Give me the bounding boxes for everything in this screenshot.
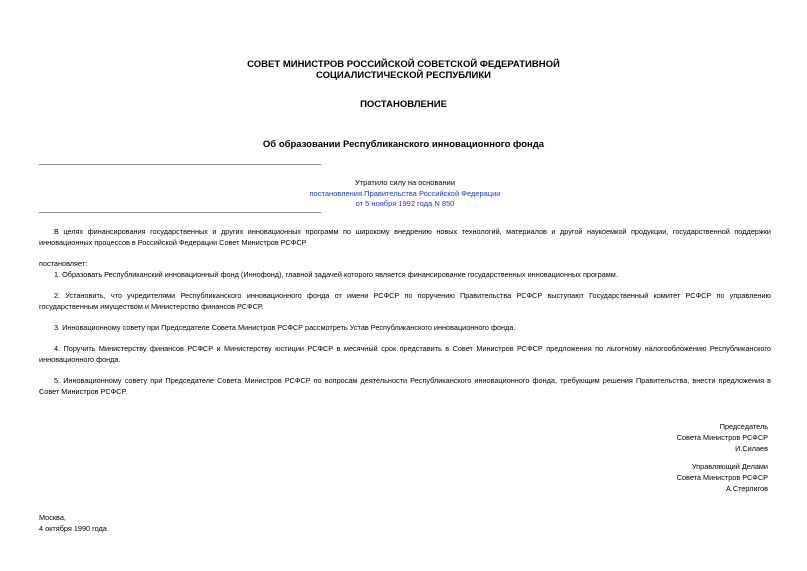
item-4-paragraph: 4. Поручить Министерству финансов РСФСР и Министерству юстиции РСФСР в месячный срок представить в Совет Министров РСФСР предложения по льготному налогообложению Республиканского инновационного фонда. — [39, 344, 771, 364]
item-3-paragraph: 3. Инновационному совету при Председателе Совета Министров РСФСР рассмотреть Устав Республиканского инновационного фонда. — [54, 323, 516, 332]
item-5-paragraph: 5. Инновационному совету при Председателе Совета Министров РСФСР по вопросам деятельности Республиканского инновационного фонда, требующим решения Правительства, внести предложения в Совет Министров РСФСР. — [39, 376, 771, 396]
manager-title-line-2: Совета Министров РСФСР — [676, 473, 768, 482]
document-body — [39, 226, 771, 397]
bottom-divider — [39, 212, 321, 213]
date: 4 октября 1990 года — [39, 524, 107, 533]
chairman-name: И.Силаев — [735, 444, 768, 453]
chairman-title-line-2: Совета Министров РСФСР — [676, 433, 768, 442]
top-divider — [39, 164, 321, 165]
manager-name: А.Стерлигов — [725, 484, 768, 493]
resolves-line: постановляет: — [39, 259, 88, 268]
document-title: Об образовании Республиканского инновационного фонда — [262, 139, 545, 150]
manager-signature — [677, 461, 768, 494]
repeal-decree-date-link[interactable]: от 5 ноября 1992 года N 850 — [355, 199, 455, 208]
repeal-decree-link[interactable]: постановления Правительства Российской Федерации — [309, 188, 501, 198]
chairman-title-line-1: Председатель — [719, 422, 768, 431]
manager-title-line-1: Управляющий Делами — [691, 462, 768, 471]
status-note-text: Утратило силу на основании — [354, 178, 456, 187]
document-type: ПОСТАНОВЛЕНИЕ — [360, 99, 447, 110]
chairman-signature — [677, 421, 768, 454]
status-note — [240, 178, 570, 210]
issuing-authority-line-1: СОВЕТ МИНИСТРОВ РОССИЙСКОЙ СОВЕТСКОЙ ФЕДЕРАТИВНОЙ — [247, 59, 560, 70]
item-1-paragraph: 1. Образовать Республиканский инновационный фонд (Иннофонд), главной задачей которого является финансирование государственных инновационных программ. — [54, 270, 618, 279]
issuing-authority-line-2: СОЦИАЛИСТИЧЕСКОЙ РЕСПУБЛИКИ — [315, 70, 492, 81]
place-and-date — [39, 512, 107, 534]
place: Москва, — [39, 513, 66, 522]
preamble-paragraph: В целях финансирования государственных и других инновационных программ по широкому внедрению новых технологий, материалов и другой наукоемкой продукции, государственной поддержки инновационных процессов в Российской Федерации Совет Министров РСФСР — [39, 227, 771, 247]
item-2-paragraph: 2. Установить, что учредителями Республиканского инновационного фонда от имени РСФСР по поручению Правительства РСФСР выступают Государственный комитет РСФСР по управлению государственным имуществом и Министерство финансов РСФСР. — [39, 291, 771, 311]
